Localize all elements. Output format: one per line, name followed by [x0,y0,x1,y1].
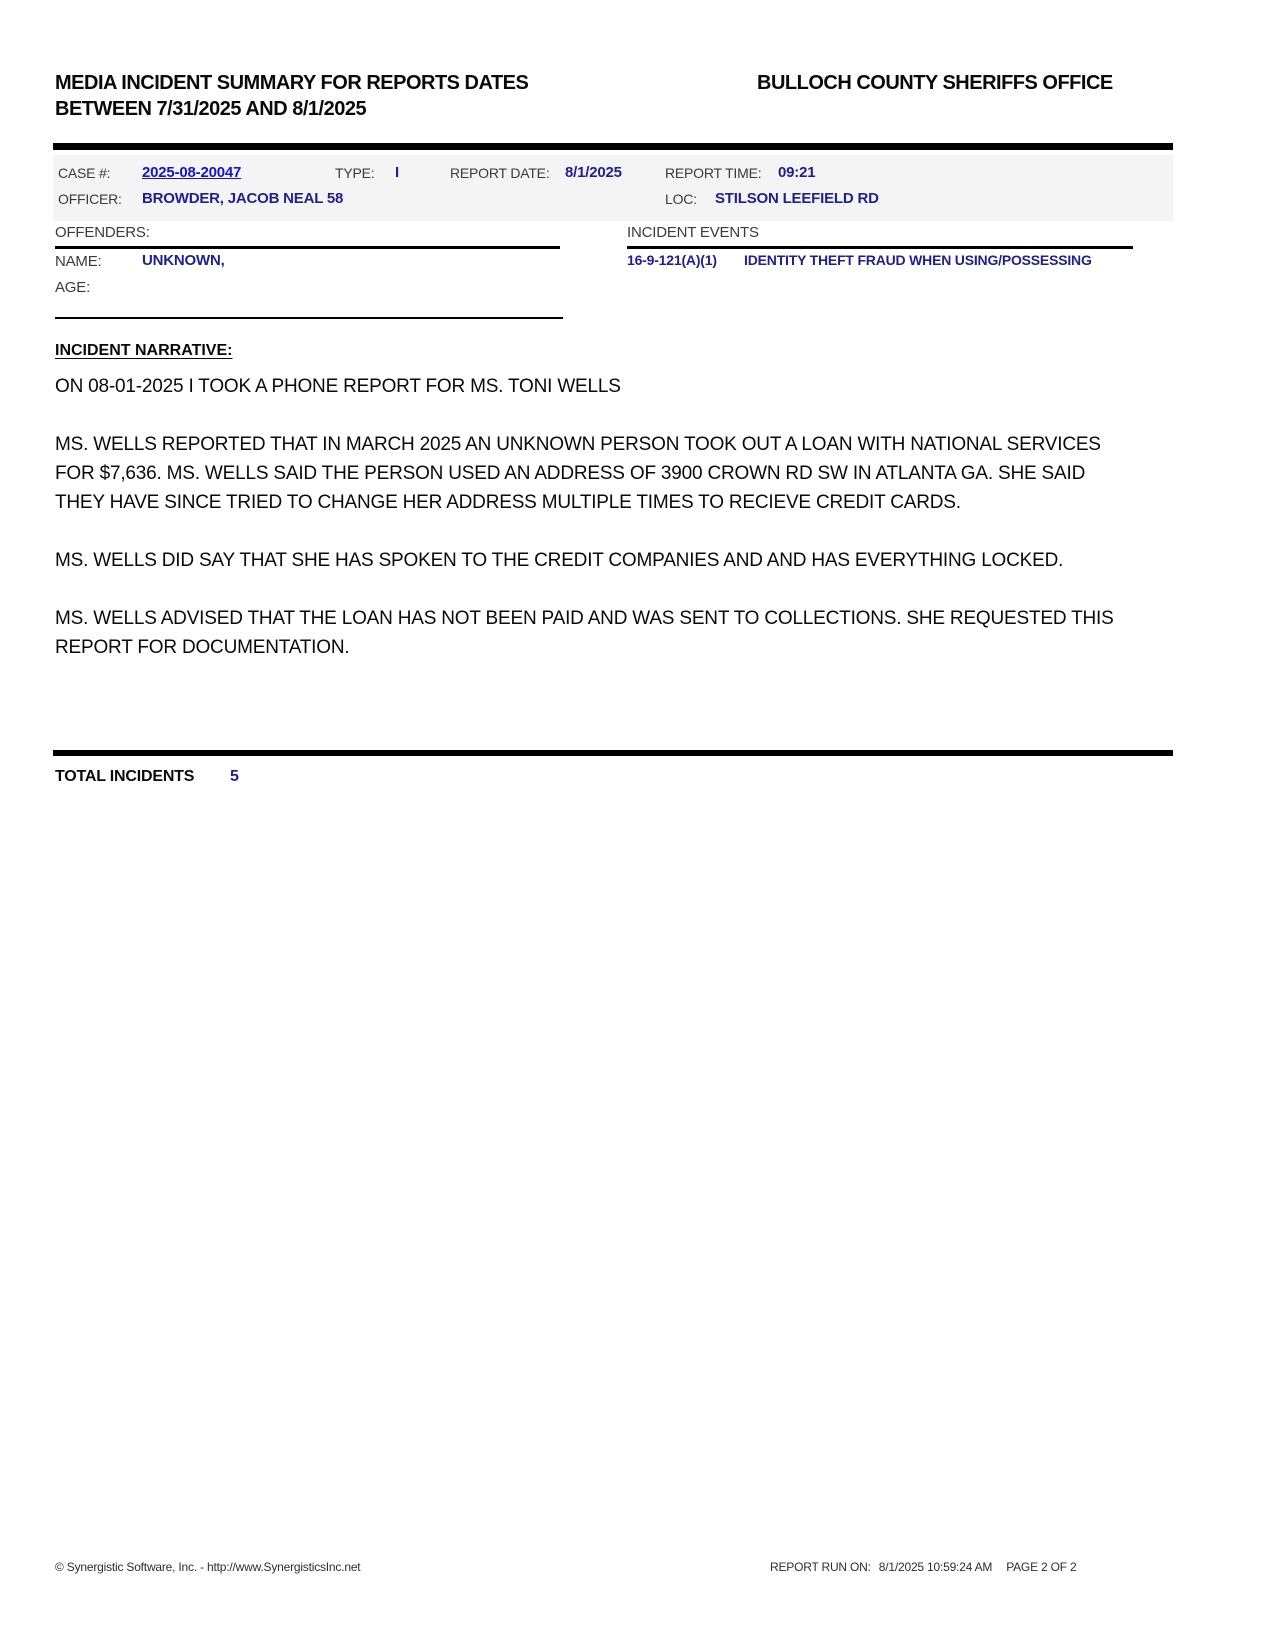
divider-offenders [55,246,560,249]
offender-name-value: UNKNOWN, [142,252,225,269]
location-label: LOC: [665,191,697,207]
narrative-paragraph: MS. WELLS DID SAY THAT SHE HAS SPOKEN TO THE CREDIT COMPANIES AND AND HAS EVERYTHING LOCKED. [55,550,1064,571]
incident-event-description: IDENTITY THEFT FRAUD WHEN USING/POSSESSING [744,252,1092,268]
divider-totals [53,750,1173,756]
report-title-line2: BETWEEN 7/31/2025 AND 8/1/2025 [55,98,367,120]
offender-age-label: AGE: [55,279,91,296]
officer-label: OFFICER: [58,191,122,207]
case-number-label: CASE #: [58,165,111,181]
total-incidents-label: TOTAL INCIDENTS [55,768,195,785]
officer-name-value: BROWDER, JACOB NEAL 58 [142,190,344,207]
case-number-link[interactable]: 2025-08-20047 [142,164,242,181]
incident-events-section-label: INCIDENT EVENTS [627,224,759,241]
location-value: STILSON LEEFIELD RD [715,190,879,207]
footer-run-on-value: 8/1/2025 10:59:24 AM [878,1560,993,1574]
divider-header [53,143,1173,150]
footer-page-number: PAGE 2 OF 2 [1006,1560,1077,1574]
divider-incident-events [627,246,1133,249]
report-date-value: 8/1/2025 [565,164,622,181]
offender-name-label: NAME: [55,253,102,270]
narrative-paragraph: MS. WELLS ADVISED THAT THE LOAN HAS NOT BEEN PAID AND WAS SENT TO COLLECTIONS. SHE REQUESTED THIS REPORT FOR DOCUMENTATION. [55,608,1114,658]
report-title [55,70,695,122]
agency-title: BULLOCH COUNTY SHERIFFS OFFICE [757,72,1113,94]
report-time-label: REPORT TIME: [665,165,762,181]
report-time-value: 09:21 [778,164,816,181]
divider-offenders-end [55,317,563,319]
narrative-paragraph: MS. WELLS REPORTED THAT IN MARCH 2025 AN UNKNOWN PERSON TOOK OUT A LOAN WITH NATIONAL SERVICES FOR $7,636. MS. WELLS SAID THE PERSON USED AN ADDRESS OF 3900 CROWN RD SW IN ATLANTA GA. SHE SAID THEY HAVE SINCE TRIED TO CHANGE HER ADDRESS MULTIPLE TIMES TO RECIEVE CREDIT CARDS. [55,434,1101,513]
footer-report-info [770,1560,1077,1574]
narrative-paragraph: ON 08-01-2025 I TOOK A PHONE REPORT FOR MS. TONI WELLS [55,376,621,397]
incident-narrative-heading: INCIDENT NARRATIVE: [55,342,233,359]
type-label: TYPE: [335,165,375,181]
incident-narrative-section [55,336,1135,691]
footer-copyright: © Synergistic Software, Inc. - http://www.SynergisticsInc.net [55,1560,361,1574]
report-date-label: REPORT DATE: [450,165,550,181]
type-value: I [395,164,399,181]
total-incidents-value: 5 [230,768,239,785]
incident-event-row [627,252,1092,270]
offenders-section-label: OFFENDERS: [55,224,150,241]
report-title-line1: MEDIA INCIDENT SUMMARY FOR REPORTS DATES [55,72,529,94]
footer-run-on-label: REPORT RUN ON: [770,1560,871,1574]
incident-event-statute: 16-9-121(A)(1) [627,252,717,268]
case-info-panel [53,155,1173,221]
